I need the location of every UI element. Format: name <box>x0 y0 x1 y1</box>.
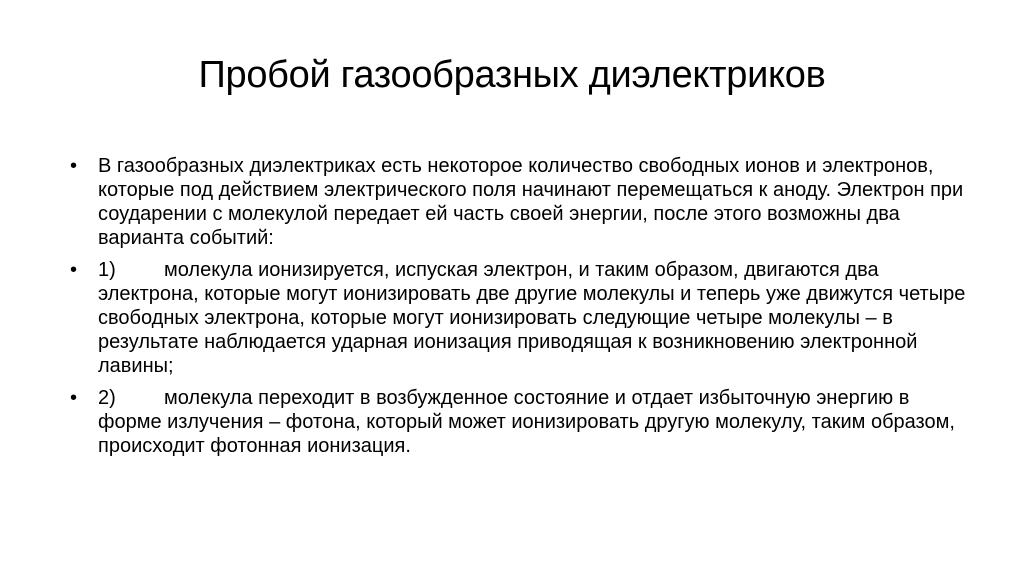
bullet-dot-icon: • <box>70 387 78 409</box>
bullet-text: В газообразных диэлектриках есть некоторое количество свободных ионов и электронов, которые под действием электрического поля начинают перемещаться к аноду. Электрон при соударении с молекулой передает ей часть своей энергии, после этого возможны два варианта событий: <box>98 155 964 249</box>
bullet-item-intro <box>66 154 966 250</box>
bullet-dot-icon: • <box>70 259 78 281</box>
bullet-text: молекула ионизируется, испуская электрон, и таким образом, двигаются два электрона, которые могут ионизировать две другие молекулы и теперь уже движутся четыре свободных электрона, которые могут ионизировать следующие четыре молекулы – в результате наблюдается ударная ионизация приводящая к возникновению электронной лавины; <box>98 259 966 377</box>
bullet-list <box>66 154 966 466</box>
bullet-number: 1) <box>98 259 116 281</box>
slide-title: Пробой газообразных диэлектриков <box>198 54 826 96</box>
bullet-number: 2) <box>98 387 116 409</box>
bullet-text: молекула переходит в возбужденное состояние и отдает избыточную энергию в форме излучения – фотона, который может ионизировать другую молекулу, таким образом, происходит фотонная ионизация. <box>98 387 955 457</box>
bullet-item-1 <box>66 258 966 378</box>
bullet-item-2 <box>66 386 966 458</box>
bullet-dot-icon: • <box>70 155 78 177</box>
